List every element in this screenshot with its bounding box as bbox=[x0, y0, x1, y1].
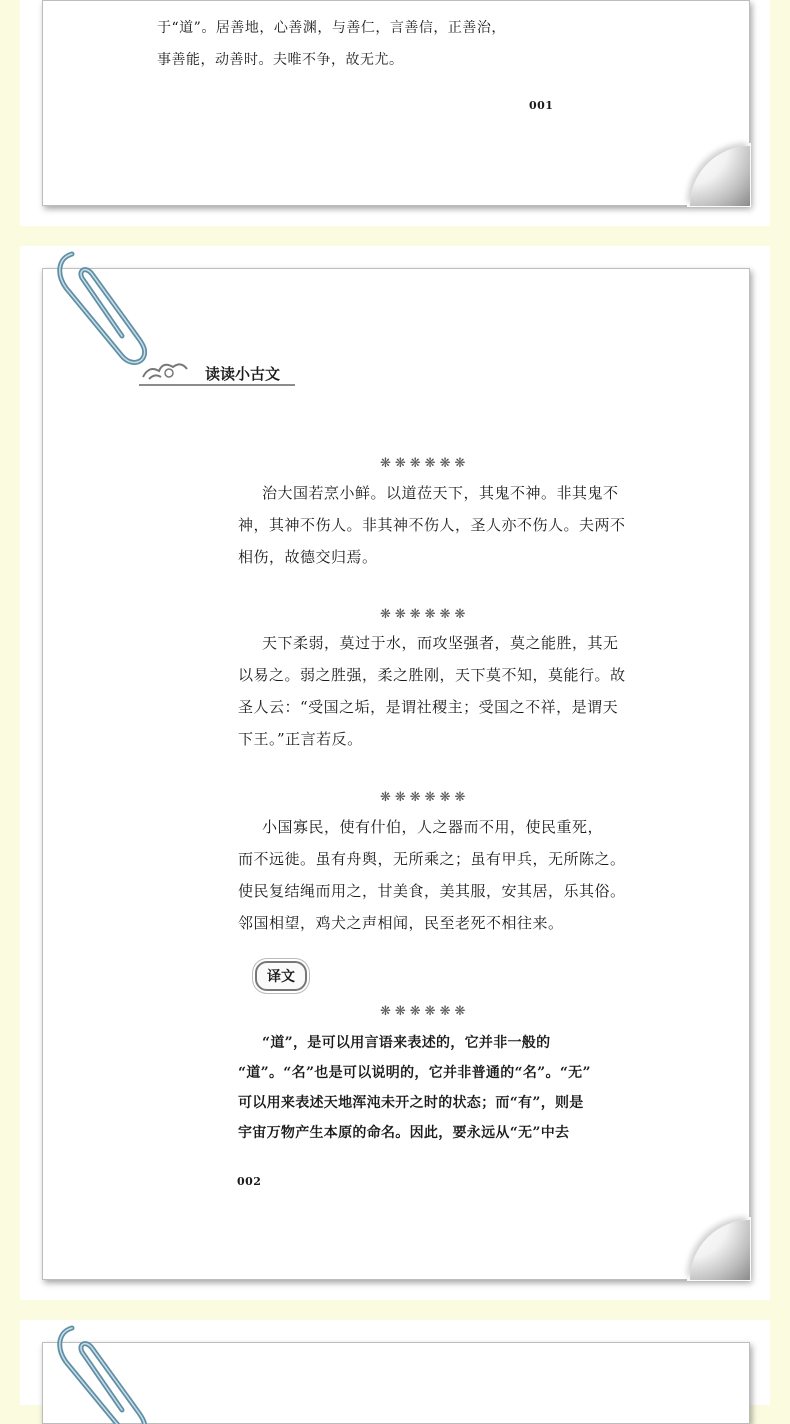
text-line: 天下柔弱，莫过于水，而攻坚强者，莫之能胜，其无 bbox=[262, 634, 619, 652]
text-line: 使民复结绳而用之，甘美食，美其服，安其居，乐其俗。 bbox=[238, 882, 626, 900]
page-001 bbox=[42, 0, 750, 206]
translation-line: “道”，是可以用言语来表述的，它并非一般的 bbox=[262, 1035, 551, 1051]
paperclip-icon bbox=[52, 244, 152, 374]
text-line: 下王。”正言若反。 bbox=[238, 730, 363, 748]
text-line: 邻国相望，鸡犬之声相闻，民至老死不相往来。 bbox=[238, 914, 564, 932]
translation-tag: 译文 bbox=[255, 961, 307, 991]
section-divider: ❋❋❋❋❋❋ bbox=[380, 607, 470, 622]
translation-line: 可以用来表述天地浑沌未开之时的状态；而“有”，则是 bbox=[238, 1095, 584, 1111]
text-line: 事善能，动善时。夫唯不争，故无尤。 bbox=[157, 52, 404, 68]
section-divider: ❋❋❋❋❋❋ bbox=[380, 1004, 470, 1019]
section-title: 读读小古文 bbox=[205, 365, 281, 383]
text-line: 以易之。弱之胜强，柔之胜刚，天下莫不知，莫能行。故 bbox=[238, 666, 626, 684]
section-divider: ❋❋❋❋❋❋ bbox=[380, 790, 470, 805]
text-line: 而不远徙。虽有舟舆，无所乘之；虽有甲兵，无所陈之。 bbox=[238, 850, 626, 868]
text-line: 小国寡民，使有什伯，人之器而不用，使民重死， bbox=[262, 818, 604, 836]
translation-line: 宇宙万物产生本原的命名。因此，要永远从“无”中去 bbox=[238, 1125, 570, 1141]
paperclip-icon bbox=[52, 1318, 152, 1408]
text-line: 神，其神不伤人。非其神不伤人，圣人亦不伤人。夫两不 bbox=[238, 516, 626, 534]
text-line: 相伤，故德交归焉。 bbox=[238, 548, 378, 566]
page-number: 002 bbox=[237, 1175, 262, 1188]
text-line: 于“道”。居善地，心善渊，与善仁，言善信，正善治， bbox=[157, 20, 506, 36]
page-002 bbox=[42, 268, 750, 1280]
translation-line: “道”。“名”也是可以说明的，它并非普通的“名”。“无” bbox=[238, 1065, 591, 1081]
page-number: 001 bbox=[529, 99, 554, 112]
section-divider: ❋❋❋❋❋❋ bbox=[380, 456, 470, 471]
text-line: 圣人云：“受国之垢，是谓社稷主；受国之不祥，是谓天 bbox=[238, 698, 619, 716]
text-line: 治大国若烹小鲜。以道莅天下，其鬼不神。非其鬼不 bbox=[262, 484, 619, 502]
header-underline bbox=[139, 383, 299, 389]
